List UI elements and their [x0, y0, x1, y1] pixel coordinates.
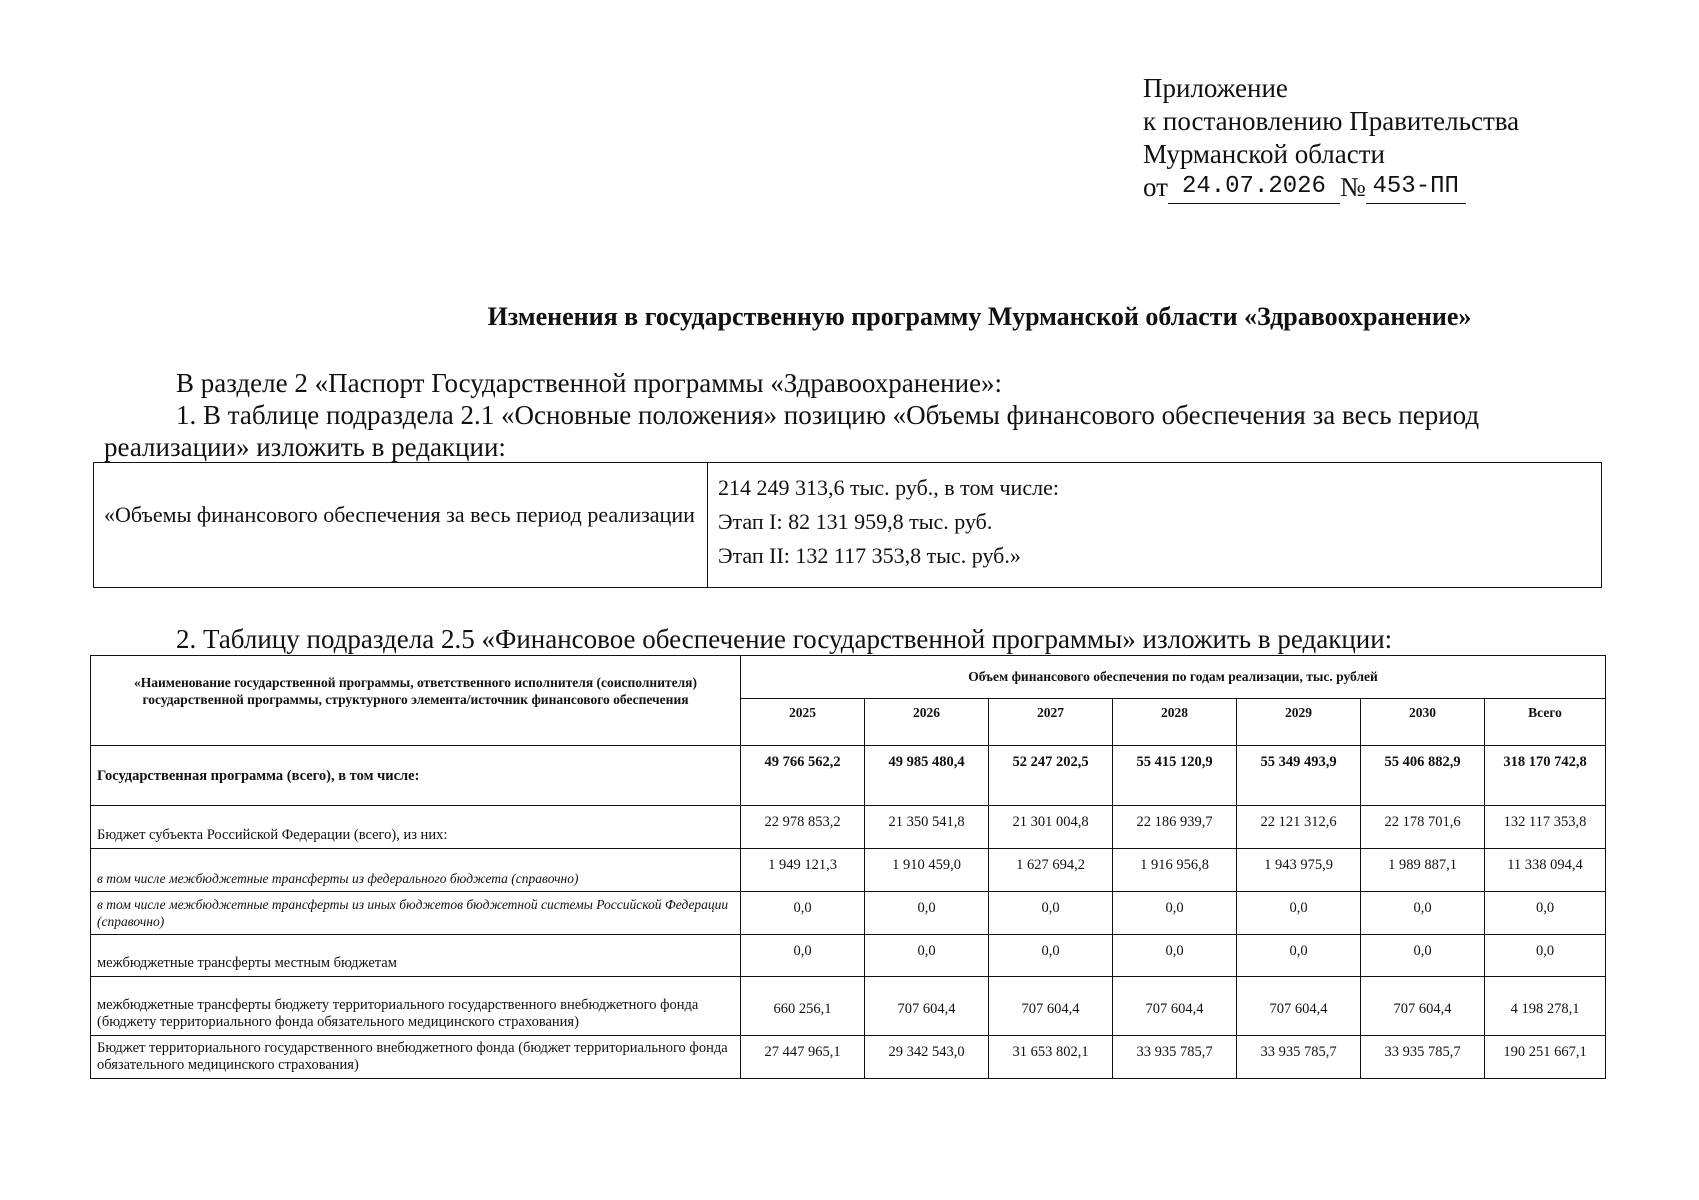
cell-value: 707 604,4 — [1361, 977, 1485, 1036]
cell-value: 0,0 — [865, 935, 989, 977]
passport-row — [94, 463, 1602, 588]
passport-stage1: Этап I: 82 131 959,8 тыс. руб. — [718, 509, 993, 534]
cell-value: 0,0 — [741, 935, 865, 977]
cell-value: 22 186 939,7 — [1113, 806, 1237, 849]
cell-value: 55 406 882,9 — [1361, 746, 1485, 806]
years-group-header: Объем финансового обеспечения по годам реализации, тыс. рублей — [741, 656, 1606, 699]
cell-value: 660 256,1 — [741, 977, 865, 1036]
total-header: Всего — [1485, 699, 1606, 746]
row-name: Бюджет территориального государственного внебюджетного фонда (бюджет территориального фонда обязательного медицинского страхования) — [91, 1036, 741, 1079]
table-row — [91, 746, 1606, 806]
cell-value: 0,0 — [1361, 892, 1485, 935]
cell-value: 27 447 965,1 — [741, 1036, 865, 1079]
table-row — [91, 935, 1606, 977]
name-column-header: «Наименование государственной программы, ответственного исполнителя (соисполнителя) государственной программы, структурного элемента/источник финансового обеспечения — [91, 656, 741, 746]
cell-total: 0,0 — [1485, 892, 1606, 935]
cell-value: 33 935 785,7 — [1361, 1036, 1485, 1079]
appendix-title: Приложение — [1143, 73, 1288, 103]
cell-value: 1 910 459,0 — [865, 849, 989, 892]
year-header: 2026 — [865, 699, 989, 746]
cell-value: 707 604,4 — [989, 977, 1113, 1036]
cell-value: 22 978 853,2 — [741, 806, 865, 849]
cell-value: 1 989 887,1 — [1361, 849, 1485, 892]
cell-value: 49 766 562,2 — [741, 746, 865, 806]
cell-value: 707 604,4 — [1237, 977, 1361, 1036]
year-header: 2025 — [741, 699, 865, 746]
cell-value: 22 121 312,6 — [1237, 806, 1361, 849]
cell-value: 0,0 — [989, 935, 1113, 977]
appendix-region-line: Мурманской области — [1143, 139, 1385, 169]
cell-value: 1 916 956,8 — [1113, 849, 1237, 892]
cell-value: 33 935 785,7 — [1113, 1036, 1237, 1079]
item1-text: 1. В таблице подраздела 2.1 «Основные положения» позицию «Объемы финансового обеспечения за весь период — [176, 400, 1480, 430]
appendix-block — [1143, 72, 1519, 208]
cell-value: 0,0 — [741, 892, 865, 935]
cell-value: 29 342 543,0 — [865, 1036, 989, 1079]
cell-value: 0,0 — [1237, 935, 1361, 977]
cell-value: 55 415 120,9 — [1113, 746, 1237, 806]
table-header-row — [91, 656, 1606, 699]
year-header: 2030 — [1361, 699, 1485, 746]
cell-total: 11 338 094,4 — [1485, 849, 1606, 892]
cell-total: 4 198 278,1 — [1485, 977, 1606, 1036]
row-name: Государственная программа (всего), в том числе: — [91, 746, 741, 806]
row-name: межбюджетные трансферты бюджету территориального государственного внебюджетного фонда (бюджету территориального фонда обязательного медицинского страхования) — [91, 977, 741, 1036]
passport-label-cell: «Объемы финансового обеспечения за весь период реализации — [94, 463, 708, 588]
year-header: 2029 — [1237, 699, 1361, 746]
cell-value: 1 943 975,9 — [1237, 849, 1361, 892]
cell-value: 0,0 — [1237, 892, 1361, 935]
cell-total: 318 170 742,8 — [1485, 746, 1606, 806]
document-title: Изменения в государственную программу Мурманской области «Здравоохранение» — [487, 302, 1472, 331]
row-name: межбюджетные трансферты местным бюджетам — [91, 935, 741, 977]
number-label: № — [1339, 172, 1366, 202]
passport-total: 214 249 313,6 тыс. руб., в том числе: — [718, 475, 1059, 500]
section-intro: В разделе 2 «Паспорт Государственной программы «Здравоохранение»: — [176, 368, 1003, 398]
appendix-decree-line: к постановлению Правительства — [1143, 106, 1520, 136]
cell-value: 31 653 802,1 — [989, 1036, 1113, 1079]
passport-stage2: Этап II: 132 117 353,8 тыс. руб.» — [718, 543, 1021, 568]
cell-value: 49 985 480,4 — [865, 746, 989, 806]
row-name: в том числе межбюджетные трансферты из федерального бюджета (справочно) — [91, 849, 741, 892]
cell-total: 190 251 667,1 — [1485, 1036, 1606, 1079]
cell-value: 0,0 — [1361, 935, 1485, 977]
table-row — [91, 849, 1606, 892]
passport-value-cell — [708, 463, 1602, 588]
cell-value: 52 247 202,5 — [989, 746, 1113, 806]
passport-table — [93, 462, 1602, 588]
cell-value: 21 301 004,8 — [989, 806, 1113, 849]
year-header: 2028 — [1113, 699, 1237, 746]
cell-value: 33 935 785,7 — [1237, 1036, 1361, 1079]
decree-number: 453-ПП — [1366, 170, 1466, 204]
table-row — [91, 1036, 1606, 1079]
cell-value: 0,0 — [1113, 935, 1237, 977]
cell-value: 707 604,4 — [865, 977, 989, 1036]
cell-value: 707 604,4 — [1113, 977, 1237, 1036]
cell-value: 0,0 — [865, 892, 989, 935]
cell-total: 0,0 — [1485, 935, 1606, 977]
cell-value: 0,0 — [1113, 892, 1237, 935]
table-row — [91, 977, 1606, 1036]
decree-date: 24.07.2026 — [1168, 170, 1340, 204]
cell-value: 21 350 541,8 — [865, 806, 989, 849]
table-row — [91, 892, 1606, 935]
cell-total: 132 117 353,8 — [1485, 806, 1606, 849]
cell-value: 1 627 694,2 — [989, 849, 1113, 892]
item1-text-cont: реализации» изложить в редакции: — [104, 432, 506, 462]
cell-value: 0,0 — [989, 892, 1113, 935]
item2-text: 2. Таблицу подраздела 2.5 «Финансовое обеспечение государственной программы» изложить в редакции: — [176, 624, 1393, 654]
appendix-date-line — [1143, 171, 1519, 208]
cell-value: 55 349 493,9 — [1237, 746, 1361, 806]
row-name: в том числе межбюджетные трансферты из иных бюджетов бюджетной системы Российской Федерации (справочно) — [91, 892, 741, 935]
table-row — [91, 806, 1606, 849]
year-header: 2027 — [989, 699, 1113, 746]
row-name: Бюджет субъекта Российской Федерации (всего), из них: — [91, 806, 741, 849]
from-label: от — [1143, 172, 1168, 202]
financing-table — [90, 655, 1606, 1079]
cell-value: 1 949 121,3 — [741, 849, 865, 892]
cell-value: 22 178 701,6 — [1361, 806, 1485, 849]
